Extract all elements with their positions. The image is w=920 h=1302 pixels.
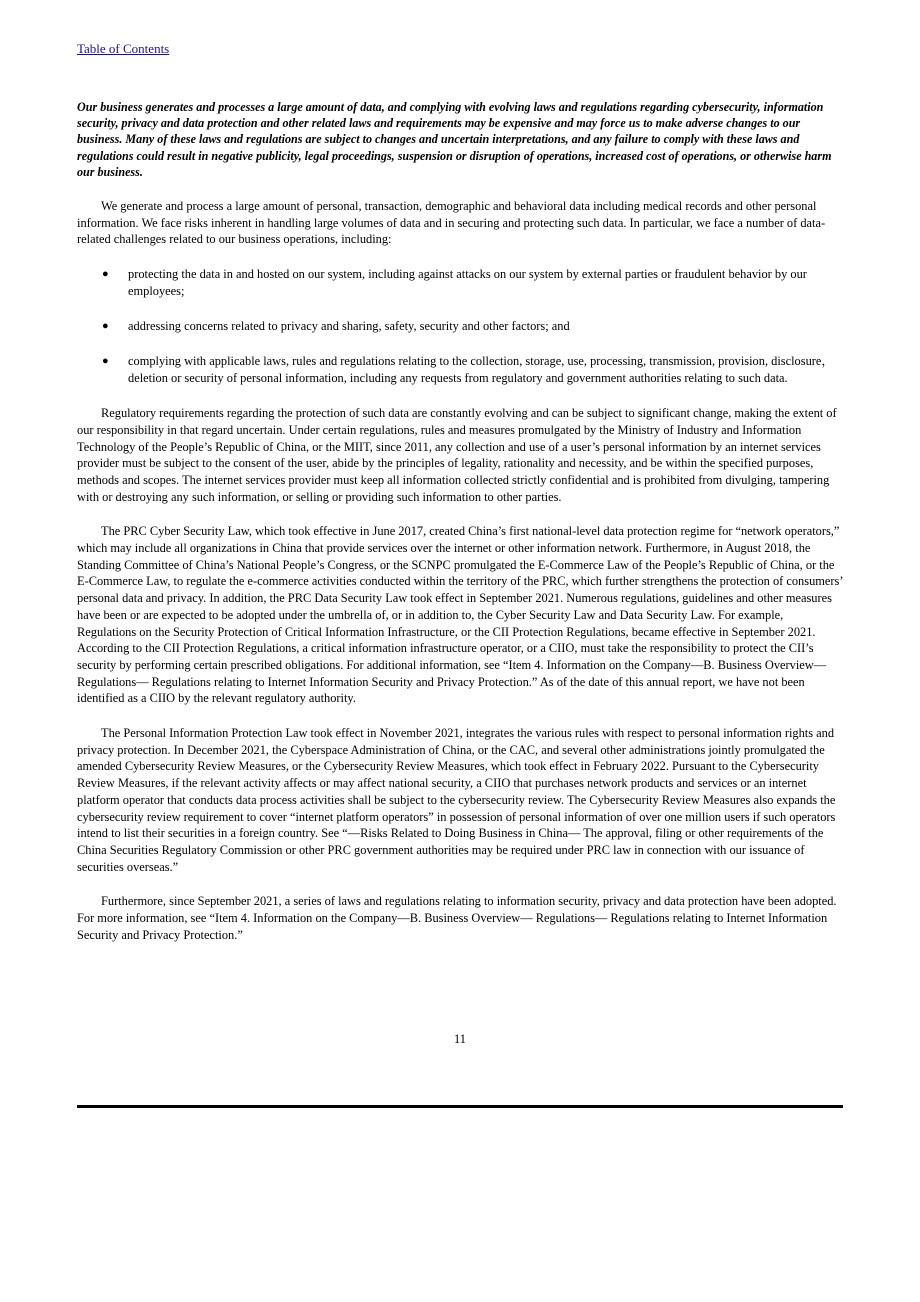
main-content (77, 99, 843, 962)
list-item (77, 353, 843, 387)
challenges-list (77, 266, 843, 387)
page-divider (77, 1105, 843, 1108)
bullet-marker: ● (102, 320, 109, 333)
list-item-text: addressing concerns related to privacy and sharing, safety, security and other factors; and (128, 319, 570, 334)
list-item-text: protecting the data in and hosted on our system, including against attacks on our system by external parties or fraudulent behavior by our employees; (128, 267, 807, 299)
bullet-marker: ● (102, 355, 109, 368)
paragraph-personal-information-law: The Personal Information Protection Law took effect in November 2021, integrates the various rules with respect to personal information rights and privacy protection. In December 2021, the Cyberspace Administration of China, or the CAC, and several other administrations jointly promulgated the amended Cybersecurity Review Measures, or the Cybersecurity Review Measures, which took effect in February 2022. Pursuant to the Cybersecurity Review Measures, if the relevant activity affects or may affect national security, a CIIO that purchases network products and services or an internet platform operator that conducts data process activities shall be subject to the cybersecurity review. The Cybersecurity Review Measures also expands the cybersecurity review requirement to cover “internet platform operators” in possession of personal information of over one million users if such operators intend to list their securities in a foreign country. See “—Risks Related to Doing Business in China— The approval, filing or other requirements of the China Securities Regulatory Commission or other PRC government authorities may be required under PRC law in connection with our issuance of securities overseas.” (77, 726, 836, 874)
paragraph-cyber-security-law: The PRC Cyber Security Law, which took effective in June 2017, created China’s first national-level data protection regime for “network operators,” which may include all organizations in China that provide services over the internet or other information network. Furthermore, in August 2018, the Standing Committee of China’s National People’s Congress, or the SCNPC promulgated the E-Commerce Law of the People’s Republic of China, or the E-Commerce Law, to regulate the e-commerce activities conducted within the territory of the PRC, which further strengthens the protection of consumers’ personal data and privacy. In addition, the PRC Data Security Law took effect in September 2021. Numerous regulations, guidelines and other measures have been or are expected to be adopted under the umbrella of, or in addition to, the Cyber Security Law and Data Security Law. For example, Regulations on the Security Protection of Critical Information Infrastructure, or the CII Protection Regulations, became effective in September 2021. According to the CII Protection Regulations, a critical information infrastructure operator, or a CIIO, must take the responsibility to protect the CII’s security by performing certain prescribed obligations. For additional information, see “Item 4. Information on the Company—B. Business Overview— Regulations— Regulations relating to Internet Information Security and Privacy Protection.” As of the date of this annual report, we have not been identified as a CIIO by the relevant regulatory authority. (77, 524, 843, 706)
paragraph-regulatory-requirements: Regulatory requirements regarding the protection of such data are constantly evolving and can be subject to significant change, making the extent of our responsibility in that regard uncertain. Under certain regulations, rules and measures promulgated by the Ministry of Industry and Information Technology of the People’s Republic of China, or the MIIT, since 2011, any collection and use of a user’s personal information by an internet services provider must be subject to the consent of the user, abide by the principles of legality, rationality and necessity, and be within the specified purposes, methods and scopes. The internet services provider must keep all information collected strictly confidential and is prohibited from divulging, tampering with or destroying any such information, or selling or providing such information to other parties. (77, 406, 837, 504)
risk-factor-heading: Our business generates and processes a large amount of data, and complying with evolving laws and regulations regarding cybersecurity, information security, privacy and data protection and other related laws and requirements may be expensive and may force us to make adverse changes to our business. Many of these laws and regulations are subject to changes and uncertain interpretations, and any failure to comply with these laws and regulations could result in negative publicity, legal proceedings, suspension or disruption of operations, increased cost of operations, or otherwise harm our business. (77, 100, 832, 179)
list-item (77, 266, 843, 300)
table-of-contents-link[interactable]: Table of Contents (77, 41, 170, 56)
paragraph-further-regulations: Furthermore, since September 2021, a series of laws and regulations relating to information security, privacy and data protection have been adopted. For more information, see “Item 4. Information on the Company—B. Business Overview— Regulations— Regulations relating to Internet Information Security and Privacy Protection.” (77, 894, 837, 942)
list-item (77, 318, 843, 335)
list-item-text: complying with applicable laws, rules and regulations relating to the collection, storage, use, processing, transmission, provision, disclosure，deletion or security of personal information, including any requests from regulatory and government authorities relating to such data. (128, 354, 834, 386)
paragraph-data-volume: We generate and process a large amount of personal, transaction, demographic and behavioral data including medical records and other personal information. We face risks inherent in handling large volumes of data and in securing and protecting such data. In particular, we face a number of data-related challenges related to our business operations, including: (77, 199, 826, 247)
bullet-marker: ● (102, 268, 109, 281)
page-number: 11 (454, 1032, 466, 1046)
